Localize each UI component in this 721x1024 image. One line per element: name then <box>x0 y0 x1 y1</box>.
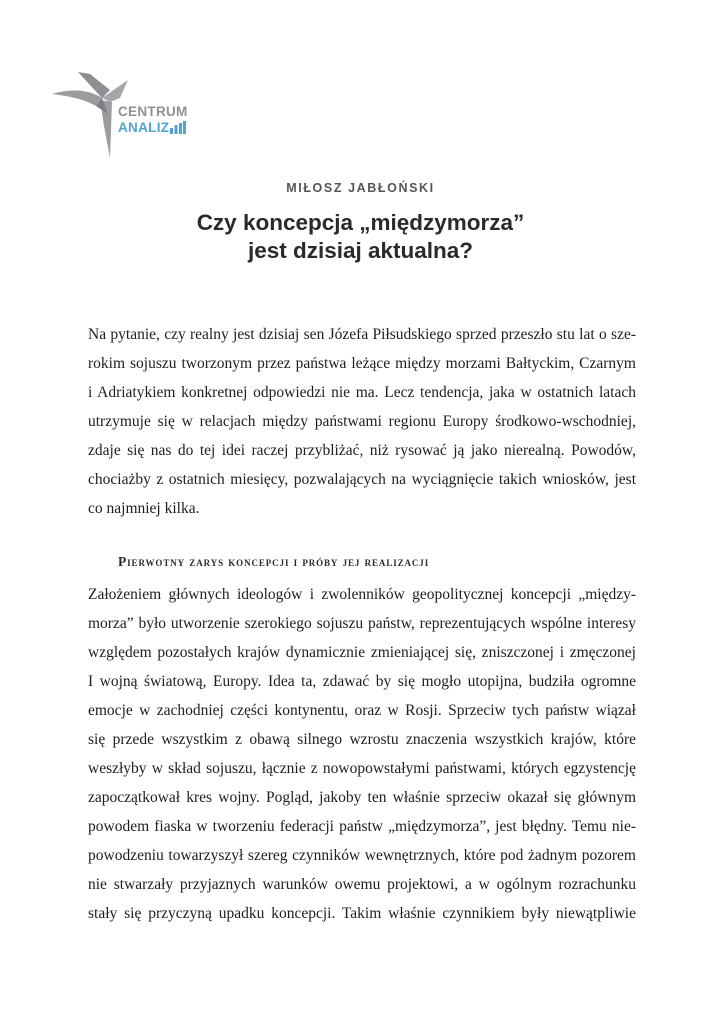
section-paragraph <box>88 580 636 928</box>
text-line: weszłyby w skład sojuszu, łącznie z nowopowstałymi państwami, których egzystencję <box>88 760 636 777</box>
text-line: stały się przyczyną upadku koncepcji. Takim właśnie czynnikiem były niewątpliwie <box>88 905 636 922</box>
text-line: morza” było utworzenie szerokiego sojuszu państw, reprezentujących wspólne interesy <box>88 615 636 632</box>
author-name: MIŁOSZ JABŁOŃSKI <box>286 181 435 195</box>
article-title <box>0 209 721 265</box>
text-line: zapoczątkował kres wojny. Pogląd, jakoby ten właśnie sprzeciw okazał się głównym <box>88 789 636 806</box>
text-line: emocje w zachodniej części kontynentu, oraz w Rosji. Sprzeciw tych państw wiązał <box>88 702 636 719</box>
text-line: utrzymuje się w relacjach między państwami regionu Europy środkowo-wschodniej, <box>88 413 636 430</box>
logo-word-analiz: ANALIZ <box>118 120 170 135</box>
text-line: powodzeniu towarzyszył szereg czynników wewnętrznych, które pod żadnym pozorem <box>88 847 636 864</box>
text-line: i Adriatykiem konkretnej odpowiedzi nie ma. Lecz tendencja, jaka w ostatnich latach <box>88 384 636 401</box>
text-line: względem pozostałych krajów dynamicznie zmieniającej się, zniszczonej i zmęczonej <box>88 644 636 661</box>
text-line: Założeniem głównych ideologów i zwolenników geopolitycznej koncepcji „między- <box>88 586 636 603</box>
text-line: powodem fiaska w tworzeniu federacji państw „międzymorza”, jest błędny. Temu nie- <box>88 818 636 835</box>
text-line: zdaje się nas do tej idei raczej przybliżać, niż rysować ją jako nierealną. Powodów, <box>88 442 636 459</box>
title-line-1: Czy koncepcja „międzymorza” <box>196 210 525 235</box>
logo-word-centrum: CENTRUM <box>118 104 188 119</box>
text-line: Na pytanie, czy realny jest dzisiaj sen Józefa Piłsudskiego sprzed przeszło stu lat o sze- <box>88 326 636 343</box>
text-line: chociażby z ostatnich miesięcy, pozwalających na wyciągnięcie takich wniosków, jest <box>88 471 636 488</box>
text-line: nie stwarzały przyjaznych warunków owemu projektowi, a w ogólnym rozrachunku <box>88 876 636 893</box>
text-line: się przede wszystkim z obawą silnego wzrostu znaczenia wszystkich krajów, które <box>88 731 636 748</box>
text-line: co najmniej kilka. <box>88 500 200 517</box>
text-line: I wojną światową, Europy. Idea ta, zdawać by się mogło utopijna, budziła ogromne <box>88 673 636 690</box>
title-line-2: jest dzisiaj aktualna? <box>247 238 474 263</box>
section-heading: Pierwotny zarys koncepcji i próby jej realizacji <box>118 554 430 569</box>
text-line: rokim sojuszu tworzonym przez państwa leżące między morzami Bałtyckim, Czarnym <box>88 355 636 372</box>
bar-chart-icon <box>170 121 186 134</box>
intro-paragraph <box>88 320 636 523</box>
